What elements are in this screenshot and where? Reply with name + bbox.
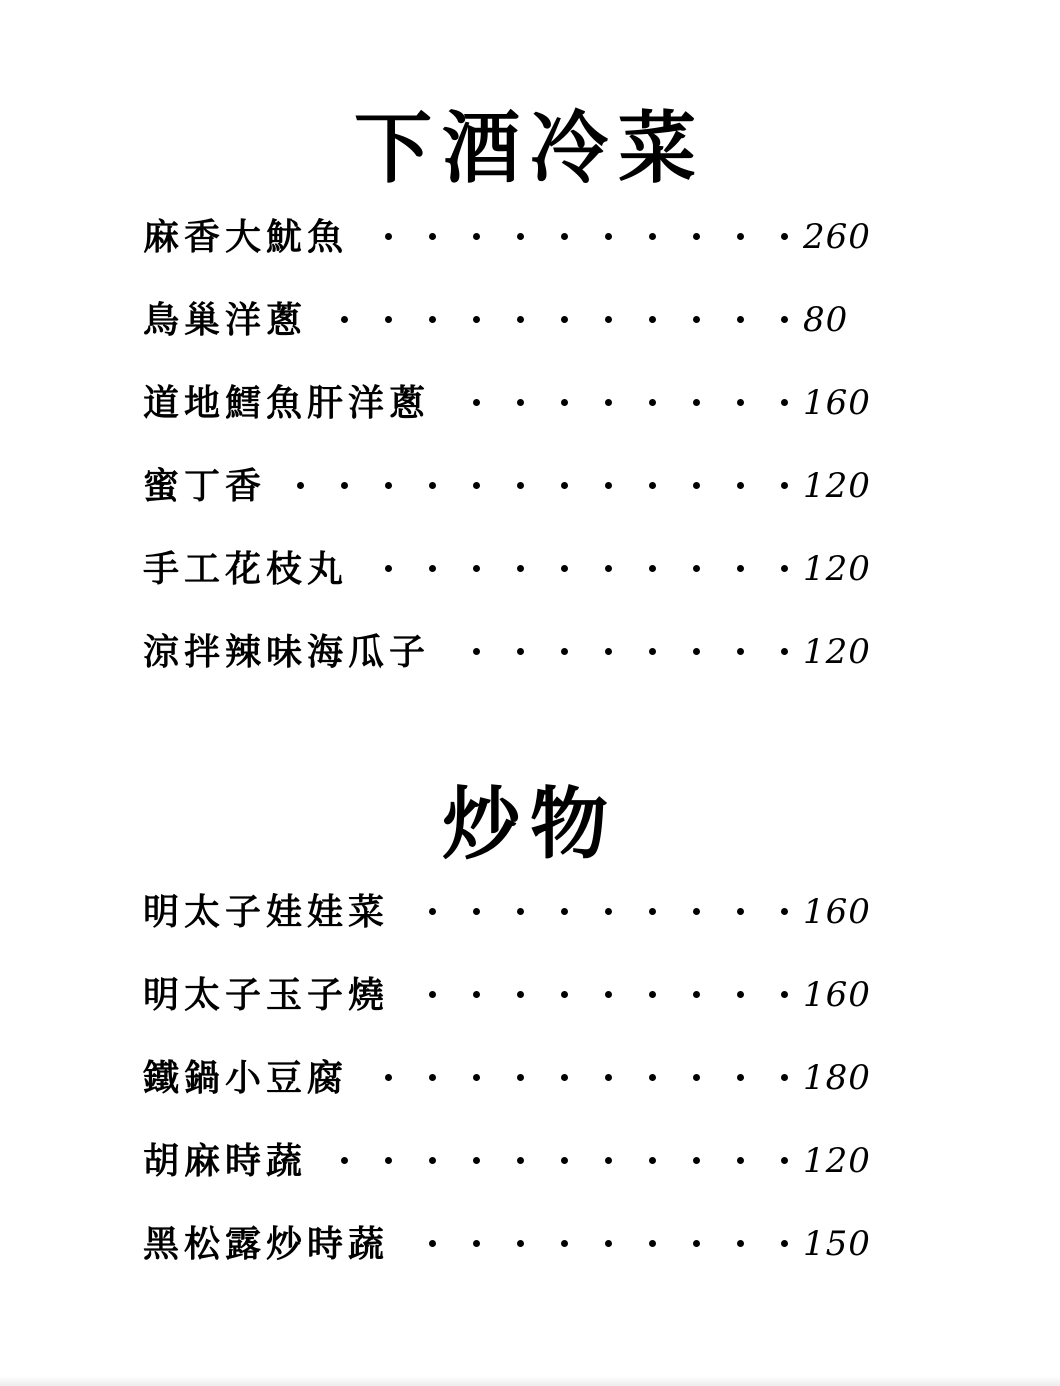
- leader-dot: [605, 1074, 612, 1081]
- leader-dot: [517, 1240, 524, 1247]
- leader-dot: [649, 908, 656, 915]
- menu-item-name: 蜜丁香: [143, 465, 267, 507]
- menu-item-price: 120: [803, 466, 871, 506]
- leader-dot: [297, 482, 304, 489]
- leader-dot: [561, 565, 568, 572]
- menu-item-name: 明太子娃娃菜: [143, 891, 390, 933]
- menu-item-name: 道地鱈魚肝洋蔥: [143, 382, 431, 424]
- leader-dot: [605, 1240, 612, 1247]
- leader-dot: [693, 482, 700, 489]
- menu-item: [143, 970, 883, 1020]
- leader-dot: [693, 908, 700, 915]
- menu-item-price: 120: [803, 1141, 871, 1181]
- leader-dot: [385, 565, 392, 572]
- menu-item: [143, 295, 883, 345]
- menu-item-name: 麻香大魷魚: [143, 216, 349, 258]
- menu-item-price: 120: [803, 632, 871, 672]
- menu-item: [143, 544, 883, 594]
- leader-dot: [517, 1074, 524, 1081]
- menu-item-price: 260: [803, 217, 871, 257]
- leader-dot: [737, 1157, 744, 1164]
- leader-dot: [473, 316, 480, 323]
- menu-item-price: 80: [803, 300, 849, 340]
- leader-dot: [781, 1074, 788, 1081]
- menu-item: [143, 887, 883, 937]
- menu-item: [143, 378, 883, 428]
- menu-item: [143, 627, 883, 677]
- leader-dot: [517, 399, 524, 406]
- leader-dot: [561, 316, 568, 323]
- leader-dot: [737, 908, 744, 915]
- leader-dot: [649, 1157, 656, 1164]
- leader-dot: [737, 648, 744, 655]
- page-bottom-edge: [0, 1376, 1060, 1386]
- menu-item: [143, 461, 883, 511]
- section-title-stir-fry: 炒物: [441, 779, 618, 870]
- leader-dot: [473, 233, 480, 240]
- menu-item-price: 160: [803, 892, 871, 932]
- leader-dot: [429, 1240, 436, 1247]
- leader-dot: [341, 316, 348, 323]
- leader-dot: [473, 482, 480, 489]
- leader-dot: [781, 316, 788, 323]
- leader-dot: [693, 233, 700, 240]
- leader-dot: [605, 908, 612, 915]
- leader-dot: [649, 316, 656, 323]
- leader-dot: [737, 233, 744, 240]
- leader-dot: [473, 399, 480, 406]
- leader-dot: [517, 648, 524, 655]
- leader-dot: [517, 908, 524, 915]
- leader-dot: [561, 648, 568, 655]
- leader-dot: [517, 565, 524, 572]
- leader-dot: [781, 565, 788, 572]
- section-title-cold-dishes: 下酒冷菜: [353, 103, 706, 194]
- menu-item-name: 涼拌辣味海瓜子: [143, 631, 431, 673]
- leader-dot: [429, 565, 436, 572]
- leader-dot: [473, 648, 480, 655]
- menu-item-price: 160: [803, 383, 871, 423]
- leader-dot: [385, 1074, 392, 1081]
- menu-item-name: 鐵鍋小豆腐: [143, 1057, 349, 1099]
- menu-item-price: 120: [803, 549, 871, 589]
- leader-dot: [693, 399, 700, 406]
- leader-dot: [649, 648, 656, 655]
- leader-dot: [473, 908, 480, 915]
- leader-dot: [429, 908, 436, 915]
- leader-dot: [781, 908, 788, 915]
- menu-item-name: 明太子玉子燒: [143, 974, 390, 1016]
- leader-dot: [517, 233, 524, 240]
- leader-dot: [649, 991, 656, 998]
- leader-dot: [737, 991, 744, 998]
- leader-dot: [693, 648, 700, 655]
- leader-dot: [737, 399, 744, 406]
- leader-dot: [385, 233, 392, 240]
- leader-dot: [473, 1074, 480, 1081]
- leader-dot: [649, 1074, 656, 1081]
- leader-dot: [561, 399, 568, 406]
- leader-dot: [737, 1240, 744, 1247]
- menu-item-price: 150: [803, 1224, 871, 1264]
- leader-dot: [561, 908, 568, 915]
- leader-dot: [561, 1157, 568, 1164]
- leader-dot: [341, 482, 348, 489]
- leader-dot: [649, 482, 656, 489]
- leader-dot: [605, 565, 612, 572]
- menu-item: [143, 1136, 883, 1186]
- leader-dot: [517, 316, 524, 323]
- leader-dot: [605, 316, 612, 323]
- leader-dot: [429, 1157, 436, 1164]
- leader-dot: [737, 565, 744, 572]
- leader-dot: [385, 316, 392, 323]
- leader-dot: [781, 399, 788, 406]
- leader-dot: [561, 1074, 568, 1081]
- leader-dot: [605, 233, 612, 240]
- leader-dot: [429, 1074, 436, 1081]
- leader-dot: [781, 482, 788, 489]
- menu-item: [143, 1219, 883, 1269]
- leader-dot: [473, 1240, 480, 1247]
- menu-item-price: 180: [803, 1058, 871, 1098]
- leader-dot: [737, 1074, 744, 1081]
- leader-dot: [737, 482, 744, 489]
- leader-dot: [341, 1157, 348, 1164]
- leader-dot: [693, 991, 700, 998]
- leader-dot: [517, 482, 524, 489]
- leader-dot: [781, 991, 788, 998]
- leader-dot: [517, 991, 524, 998]
- menu-item-name: 胡麻時蔬: [143, 1140, 308, 1182]
- leader-dot: [561, 482, 568, 489]
- leader-dot: [605, 399, 612, 406]
- leader-dot: [781, 1240, 788, 1247]
- leader-dot: [693, 1074, 700, 1081]
- menu-item: [143, 1053, 883, 1103]
- leader-dot: [737, 316, 744, 323]
- leader-dot: [605, 1157, 612, 1164]
- menu-item-name: 黑松露炒時蔬: [143, 1223, 390, 1265]
- leader-dot: [429, 233, 436, 240]
- leader-dot: [429, 991, 436, 998]
- leader-dot: [473, 565, 480, 572]
- leader-dot: [473, 1157, 480, 1164]
- menu-item-name: 鳥巢洋蔥: [143, 299, 308, 341]
- leader-dot: [429, 482, 436, 489]
- leader-dot: [385, 1157, 392, 1164]
- leader-dot: [473, 991, 480, 998]
- leader-dot: [605, 991, 612, 998]
- menu-item: [143, 212, 883, 262]
- leader-dot: [693, 1157, 700, 1164]
- leader-dot: [561, 991, 568, 998]
- leader-dot: [781, 233, 788, 240]
- leader-dot: [781, 648, 788, 655]
- leader-dot: [781, 1157, 788, 1164]
- leader-dot: [649, 1240, 656, 1247]
- leader-dot: [561, 233, 568, 240]
- leader-dot: [429, 316, 436, 323]
- leader-dot: [605, 648, 612, 655]
- menu-item-name: 手工花枝丸: [143, 548, 349, 590]
- leader-dot: [561, 1240, 568, 1247]
- leader-dot: [649, 233, 656, 240]
- leader-dot: [517, 1157, 524, 1164]
- leader-dot: [385, 482, 392, 489]
- leader-dot: [605, 482, 612, 489]
- leader-dot: [649, 399, 656, 406]
- menu-item-price: 160: [803, 975, 871, 1015]
- leader-dot: [693, 565, 700, 572]
- leader-dot: [693, 316, 700, 323]
- leader-dot: [649, 565, 656, 572]
- leader-dot: [693, 1240, 700, 1247]
